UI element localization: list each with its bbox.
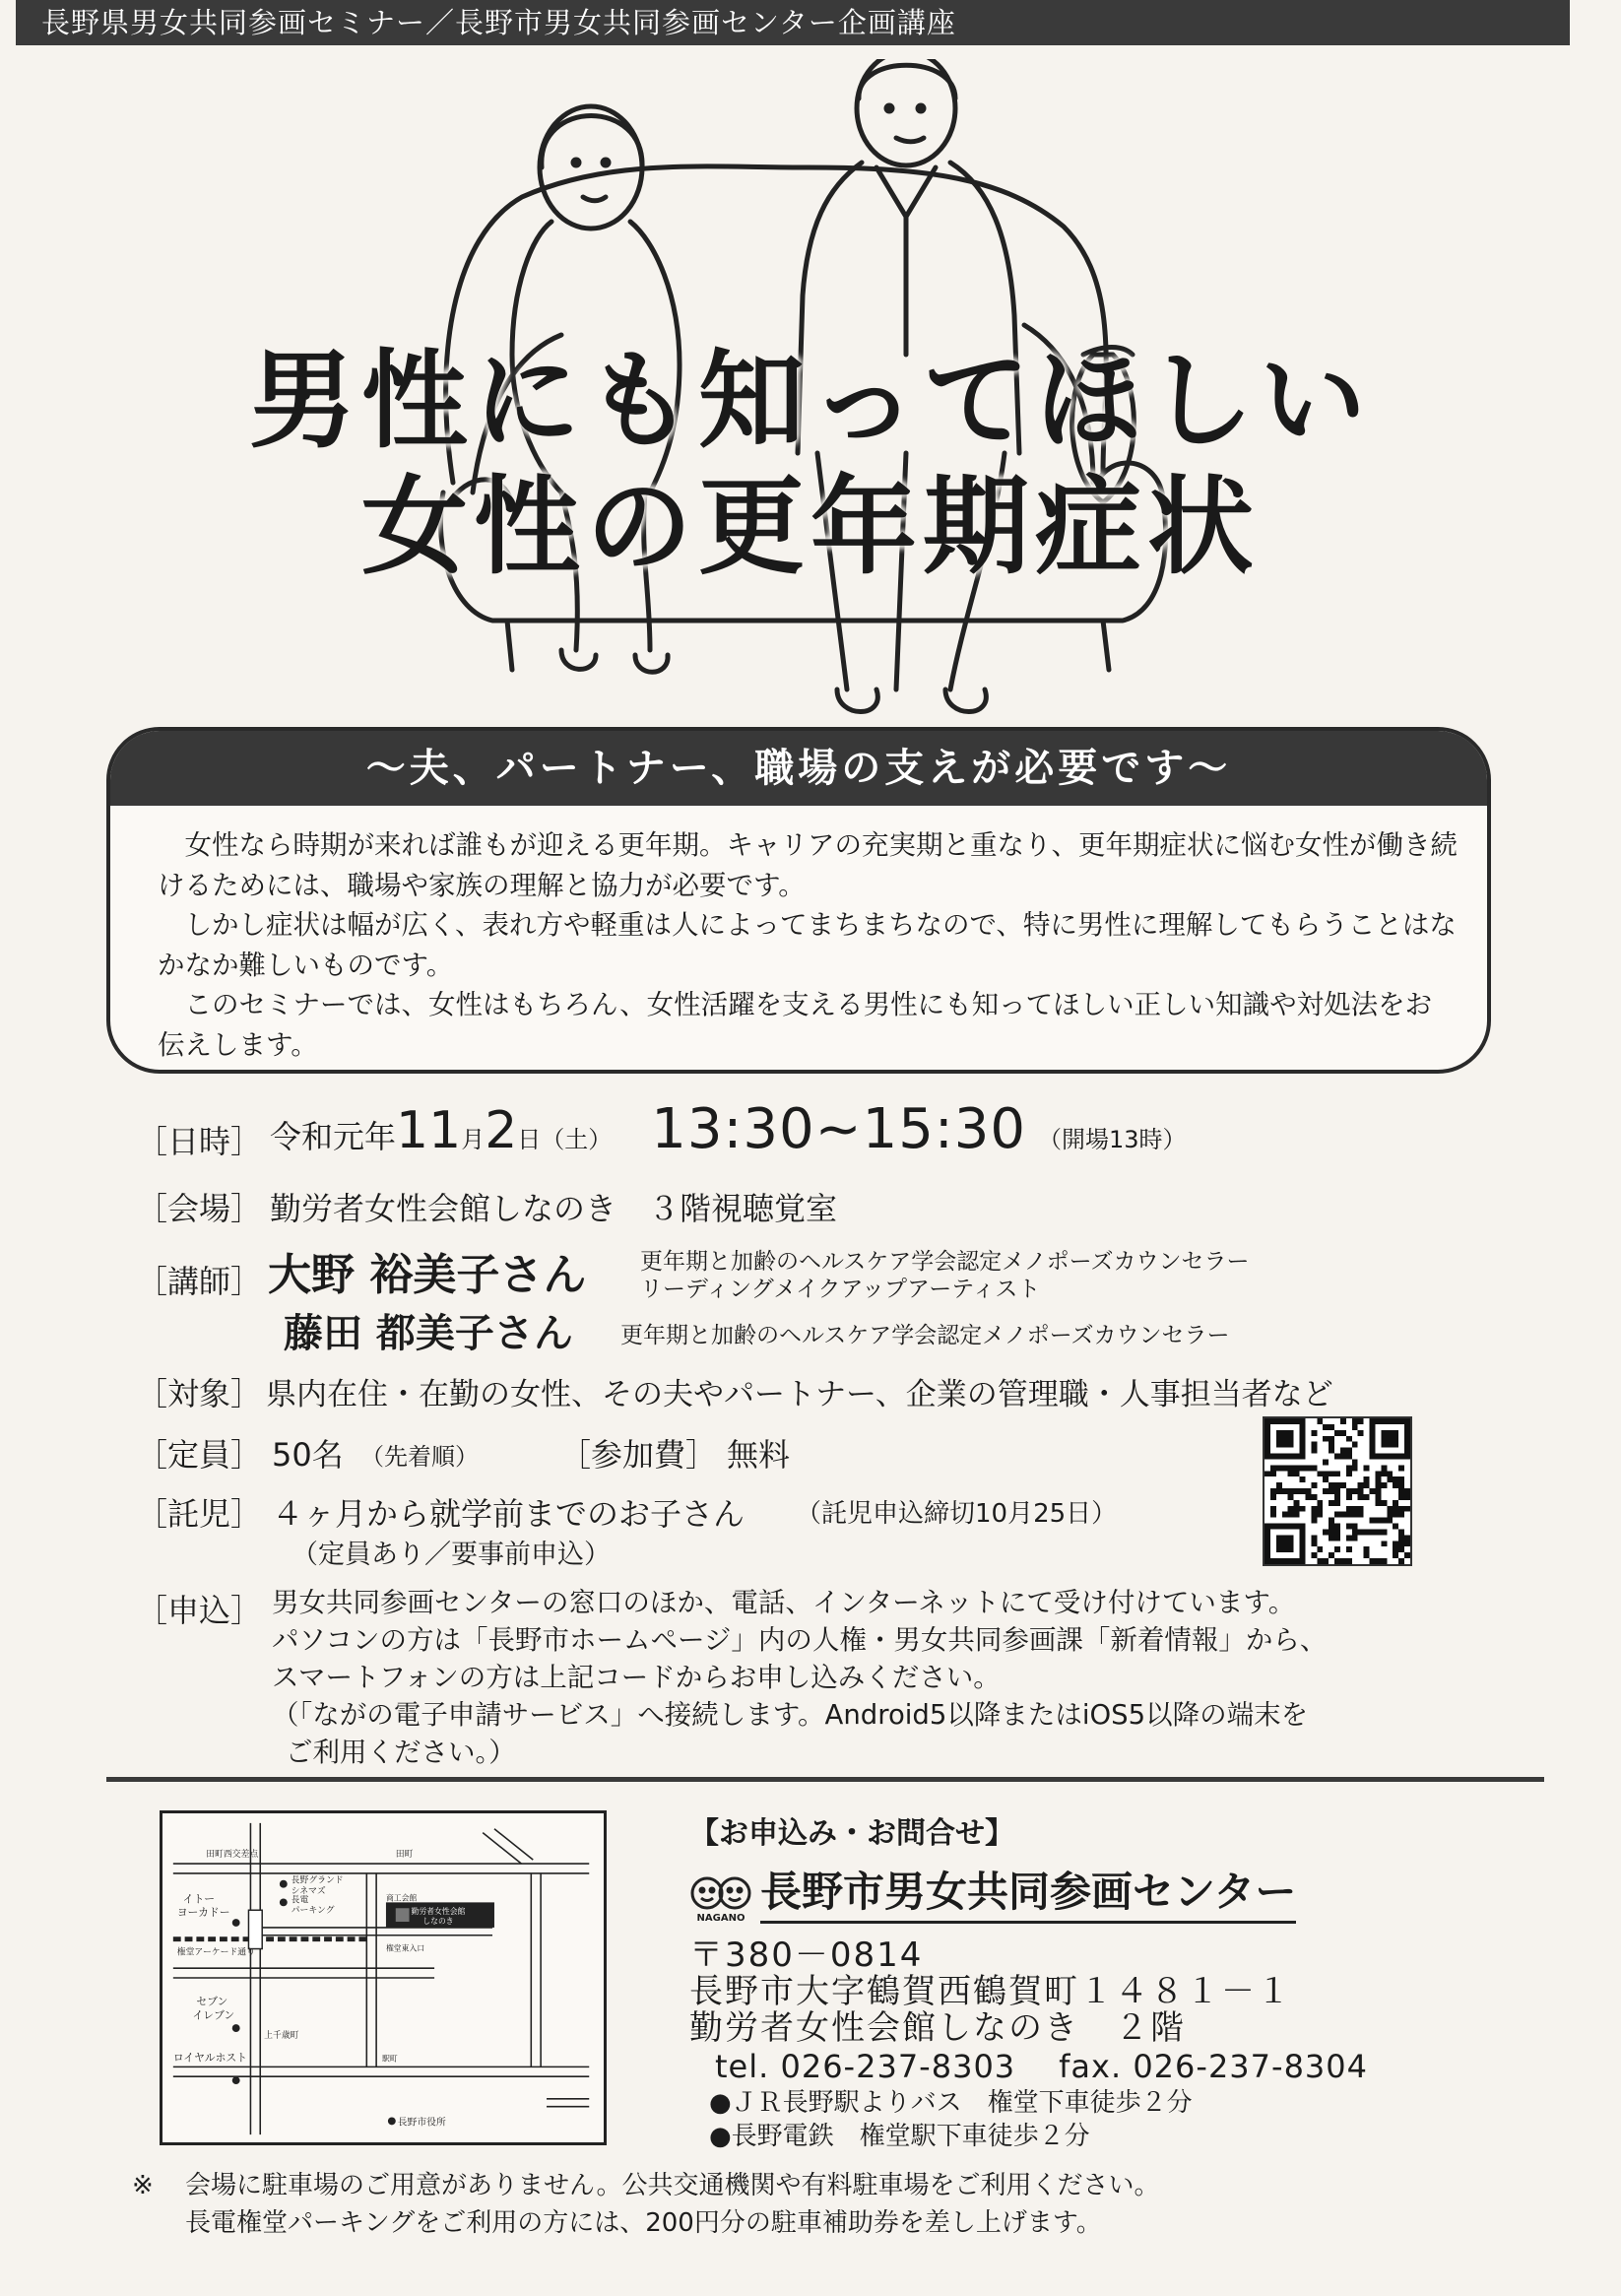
lecturer1-title2: リーディングメイクアップアーティスト xyxy=(640,1277,1041,1302)
map-label-parking-2: パーキング xyxy=(291,1906,335,1917)
apply-line: スマートフォンの方は上記コードからお申し込みください。 xyxy=(272,1662,1001,1693)
date-day: 2 xyxy=(485,1101,518,1160)
childcare-label: ［託児］ xyxy=(136,1495,263,1533)
map-label-parking: 長電 xyxy=(291,1895,309,1906)
map-label-venue-2: しなのき xyxy=(422,1916,454,1926)
contact-building: 勤労者女性会館しなのき ２階 xyxy=(689,2008,1186,2048)
childcare-note: （託児申込締切10月25日） xyxy=(796,1499,1118,1529)
capacity-note: （先着順） xyxy=(360,1443,479,1471)
capacity-value: 50名 xyxy=(272,1436,344,1474)
lecturer2-title: 更年期と加齢のヘルスケア学会認定メノポーズカウンセラー xyxy=(620,1323,1230,1348)
date-label: ［日時］ xyxy=(136,1123,263,1160)
contact-fax: fax. 026-237-8304 xyxy=(1059,2048,1368,2085)
banner-text: 長野県男女共同参画セミナー／長野市男女共同参画センター企画講座 xyxy=(41,6,956,39)
venue-value: 勤労者女性会館しなのき ３階視聴覚室 xyxy=(270,1190,838,1227)
map-label-royal: ロイヤルホスト xyxy=(172,2051,247,2065)
apply-line: ご利用ください。） xyxy=(286,1737,516,1768)
apply-line: （「ながの電子申請サービス」へ接続します。Android5以降またはiOS5以降の端末を xyxy=(272,1699,1309,1731)
map-label-grand: 長野グランド xyxy=(291,1875,344,1886)
footer-line-2: 長電権堂パーキングをご利用の方には、200円分の駐車補助券を差し上げます。 xyxy=(185,2208,1102,2238)
organization-name: 長野市男女共同参画センター xyxy=(760,1860,1296,1924)
apply-label: ［申込］ xyxy=(136,1592,263,1629)
contact-heading: 【お申込み・お問合せ】 xyxy=(689,1816,1014,1851)
contact-org-row xyxy=(689,1860,1536,1924)
intro-box xyxy=(106,727,1491,1074)
lecturer2-name: 藤田 都美子さん xyxy=(284,1311,573,1356)
event-time: 13:30~15:30 xyxy=(651,1097,1026,1161)
map-label-kamichitose: 上千歳町 xyxy=(264,2030,299,2041)
map-label-gondouminami: 権堂東入口 xyxy=(385,1943,425,1953)
contact-tel[interactable]: tel. 026-237-8303 xyxy=(715,2048,1016,2085)
target-label: ［対象］ xyxy=(136,1375,263,1412)
contact-block xyxy=(689,1808,1536,2153)
map-label-arcade: 権堂アーケード通り xyxy=(176,1947,255,1958)
section-divider xyxy=(106,1777,1544,1782)
map-label-grand-2: シネマズ xyxy=(291,1886,326,1897)
nagano-logo-icon xyxy=(689,1873,752,1913)
contact-address: 長野市大字鶴賀西鶴賀町１４８１－１ xyxy=(689,1972,1292,2011)
fee-label: ［参加費］ xyxy=(559,1436,718,1474)
map-label-seven: セブン xyxy=(196,1995,228,2008)
intro-paragraph: このセミナーでは、女性はもちろん、女性活躍を支える男性にも知ってほしい正しい知識や対処法をお伝えします。 xyxy=(158,989,1433,1061)
date-day-unit: 日（土） xyxy=(517,1126,613,1153)
date-value xyxy=(270,1097,1187,1161)
lecturer1-title1: 更年期と加齢のヘルスケア学会認定メノポーズカウンセラー xyxy=(640,1249,1250,1275)
top-banner xyxy=(16,0,1570,45)
target-value: 県内在住・在勤の女性、その夫やパートナー、企業の管理職・人事担当者など xyxy=(266,1377,1333,1412)
lecturer-label: ［講師］ xyxy=(136,1263,263,1300)
map-label-itoyokado: イトー xyxy=(182,1892,216,1906)
apply-line: 男女共同参画センターの窓口のほか、電話、インターネットにて受け付けています。 xyxy=(272,1587,1296,1618)
fee-value: 無料 xyxy=(727,1436,791,1474)
map-label-ekimae: 駅町 xyxy=(382,2054,398,2064)
nagano-logo xyxy=(689,1873,752,1924)
footer-line-row xyxy=(132,2167,1564,2204)
intro-header: ～夫、パートナー、職場の支えが必要です～ xyxy=(110,731,1487,806)
time-note: （開場13時） xyxy=(1037,1126,1187,1153)
contact-zip: 〒380－0814 xyxy=(689,1935,924,1975)
capacity-label: ［定員］ xyxy=(136,1436,263,1474)
footer-mark: ※ xyxy=(132,2171,154,2200)
childcare-value: ４ヶ月から就学前までのお子さん xyxy=(272,1495,746,1533)
map-label-venue: 勤労者女性会館 xyxy=(411,1907,466,1917)
title-line-2: 女性の更年期症状 xyxy=(360,466,1260,589)
date-era: 令和元年 xyxy=(270,1118,397,1155)
title-line-1: 男性にも知ってほしい xyxy=(248,340,1372,463)
logo-sub: NAGANO xyxy=(696,1913,746,1924)
date-month: 11 xyxy=(396,1101,462,1160)
intro-paragraph: しかし症状は幅が広く、表れ方や軽重は人によってまちまちなので、特に男性に理解してもらうことはなかなか難しいものです。 xyxy=(158,909,1457,981)
contact-phone-row xyxy=(689,2047,1536,2086)
intro-paragraph: 女性なら時期が来れば誰もが迎える更年期。キャリアの充実期と重なり、更年期症状に悩む女性が働き続けるためには、職場や家族の理解と協力が必要です。 xyxy=(158,829,1458,901)
venue-label: ［会場］ xyxy=(136,1190,263,1227)
apply-line: パソコンの方は「長野市ホームページ」内の人権・男女共同参画課「新着情報」から、 xyxy=(272,1624,1328,1656)
map-label-shokokai: 商工会館 xyxy=(385,1893,418,1903)
date-month-unit: 月 xyxy=(461,1126,486,1153)
footer-note xyxy=(132,2167,1564,2242)
intro-body xyxy=(158,825,1458,1065)
map-label-shiyakusho: 長野市役所 xyxy=(397,2117,446,2129)
childcare-note2: （定員あり／要事前申込） xyxy=(292,1540,611,1570)
access-map xyxy=(160,1810,607,2145)
lecturer1-name: 大野 裕美子さん xyxy=(268,1250,587,1300)
footer-line-1: 会場に駐車場のご用意がありません。公共交通機関や有料駐車場をご利用ください。 xyxy=(185,2171,1160,2200)
contact-access-2: ●長野電鉄 権堂駅下車徒歩２分 xyxy=(709,2122,1090,2151)
contact-access-1: ●ＪＲ長野駅よりバス 権堂下車徒歩２分 xyxy=(709,2088,1193,2118)
map-label-seven-2: イレブン xyxy=(192,2008,235,2022)
qr-code[interactable] xyxy=(1263,1416,1412,1566)
map-label-tamachi2: 田町 xyxy=(395,1850,414,1861)
map-label-tamachi: 田町西交差点 xyxy=(206,1850,259,1861)
map-label-itoyokado-2: ヨーカドー xyxy=(176,1906,230,1920)
apply-text xyxy=(272,1584,1454,1771)
